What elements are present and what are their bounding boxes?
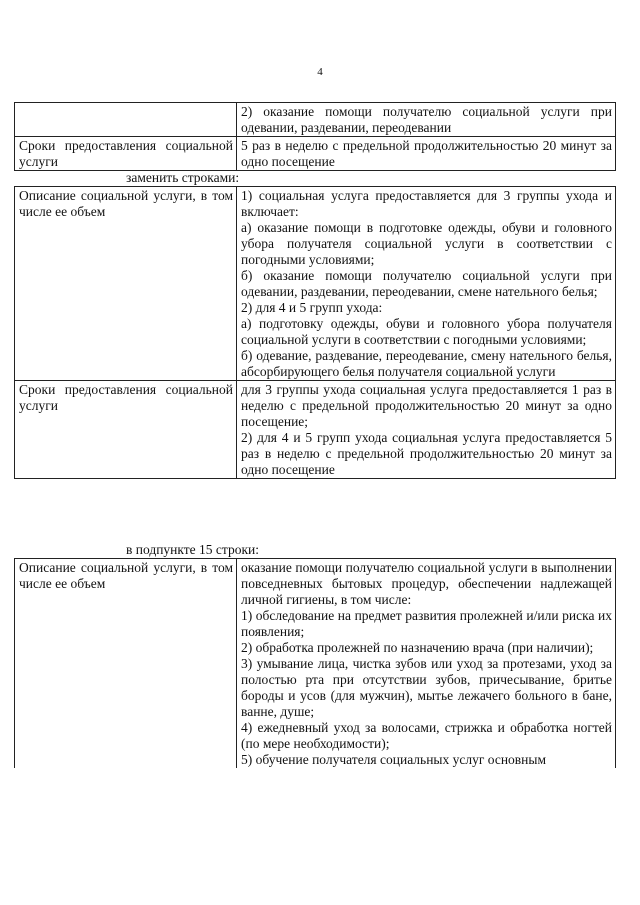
paragraph: 2) для 4 и 5 групп ухода: — [241, 300, 383, 315]
subparagraph-caption: в подпункте 15 строки: — [126, 542, 260, 557]
row-text: 5 раз в неделю с предельной продолжительностью 20 минут за одно посещение — [237, 137, 616, 171]
row-content — [237, 559, 616, 769]
paragraph: оказание помощи получателю социальной услуги в выполнении повседневных бытовых процедур, обеспечении надлежащей личной гигиены, в том числе: — [241, 560, 612, 607]
paragraph: б) оказание помощи получателю социальной услуги при одевании, раздевании, переодевании, смене нательного белья; — [241, 268, 612, 299]
row-content — [237, 187, 616, 381]
row-text: 2) оказание помощи получателю социальной услуги при одевании, раздевании, переодевании — [237, 103, 616, 137]
table-row — [15, 559, 616, 769]
paragraph: 4) ежедневный уход за волосами, стрижка и обработка ногтей (по мере необходимости); — [241, 720, 612, 751]
table-row — [15, 103, 616, 137]
continuation-table — [14, 102, 616, 171]
paragraph: 2) обработка пролежней по назначению врача (при наличии); — [241, 640, 594, 655]
table-row — [15, 381, 616, 479]
paragraph: 1) социальная услуга предоставляется для 3 группы ухода и включает: — [241, 188, 612, 219]
subparagraph-table — [14, 558, 616, 768]
table-row — [15, 187, 616, 381]
page-number: 4 — [317, 66, 323, 78]
row-content — [237, 381, 616, 479]
row-label: Описание социальной услуги, в том числе ее объем — [15, 187, 237, 381]
paragraph: для 3 группы ухода социальная услуга предоставляется 1 раз в неделю с предельной продолжительностью 20 минут за одно посещение; — [241, 382, 612, 429]
paragraph: 2) для 4 и 5 групп ухода социальная услуга предоставляется 5 раз в неделю с предельной продолжительностью 20 минут за одно посещение — [241, 430, 612, 477]
row-label — [15, 103, 237, 137]
row-label: Сроки предоставления социальной услуги — [15, 137, 237, 171]
table-row — [15, 137, 616, 171]
paragraph: 5) обучение получателя социальных услуг основным — [241, 752, 547, 767]
paragraph: а) подготовку одежды, обуви и головного убора получателя социальной услуги в соответствии с погодными условиями; — [241, 316, 612, 347]
paragraph: а) оказание помощи в подготовке одежды, обуви и головного убора получателя социальной услуги в соответствии с погодными условиями; — [241, 220, 612, 267]
replace-caption: заменить строками: — [126, 170, 240, 185]
paragraph: 1) обследование на предмет развития пролежней и/или риска их появления; — [241, 608, 612, 639]
row-label: Сроки предоставления социальной услуги — [15, 381, 237, 479]
paragraph: 3) умывание лица, чистка зубов или уход за протезами, уход за полостью рта при отсутствии зубов, причесывание, бритье бороды и усов (для мужчин), мытье лежачего больного в бане, ванне, душе; — [241, 656, 612, 719]
row-label: Описание социальной услуги, в том числе ее объем — [15, 559, 237, 769]
paragraph: б) одевание, раздевание, переодевание, смену нательного белья, абсорбирующего белья получателя социальной услуги — [241, 348, 612, 379]
replacement-table — [14, 186, 616, 479]
